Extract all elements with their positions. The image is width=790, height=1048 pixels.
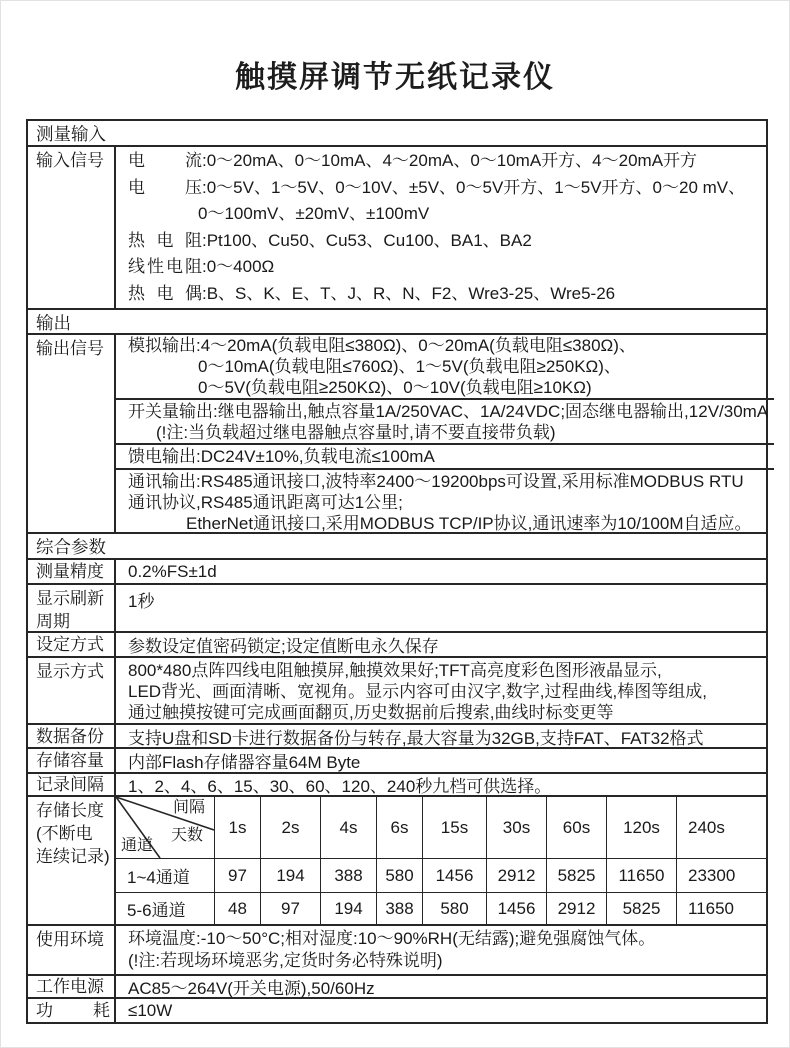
term-current: 电流: [128, 151, 202, 170]
line-text: :Pt100、Cu50、Cu53、Cu100、BA1、BA2: [202, 230, 532, 250]
subrow-feed-output: [116, 445, 774, 470]
subrow-switch-output: [116, 400, 774, 445]
spec-line: 模拟输出:4～20mA(负载电阻≤380Ω)、0～20mA(负载电阻≤380Ω)、: [128, 336, 636, 355]
document-title: 触摸屏调节无纸记录仪: [235, 61, 555, 94]
row-storage-length: [28, 797, 766, 926]
spec-line: 通讯协议,RS485通讯距离可达1公里;: [128, 492, 403, 512]
output-signal-subrows: [116, 335, 774, 532]
storage-table: [116, 797, 766, 924]
label-text: 功耗: [36, 1001, 110, 1020]
storage-value-cell: 2912: [486, 858, 546, 892]
term-thermocouple: 热电偶: [128, 283, 202, 303]
row-value-refresh-cycle: 1秒: [128, 592, 155, 611]
line-text: :0～400Ω: [202, 257, 275, 276]
line-text: :0～20mA、0～10mA、4～20mA、0～10mA开方、4～20mA开方: [202, 151, 698, 170]
term-rtd: 热电阻: [128, 230, 202, 250]
label-line: (不断电: [36, 824, 93, 843]
storage-col-header: 1s: [214, 797, 260, 858]
storage-value-cell: 1456: [486, 892, 546, 924]
spec-line: 通讯输出:RS485通讯接口,波特率2400～19200bps可设置,采用标准MODBUS RTU: [128, 471, 744, 491]
line-text: :B、S、K、E、T、J、R、N、F2、Wre3-25、Wre5-26: [202, 283, 616, 303]
row-input-signal: [28, 147, 766, 310]
row-value-input-signal: [116, 147, 766, 308]
spec-line: EtherNet通讯接口,采用MODBUS TCP/IP协议,通讯速率为10/100M自适应。: [186, 513, 752, 533]
storage-value-cell: 194: [260, 858, 320, 892]
storage-value-cell: 5825: [606, 892, 676, 924]
row-data-backup: [28, 725, 766, 749]
label-line: 连续记录): [36, 847, 110, 866]
spec-line: [128, 148, 760, 175]
storage-col-header: 240s: [676, 797, 766, 858]
row-label-display-mode: 显示方式: [28, 658, 116, 723]
storage-col-header: 6s: [376, 797, 422, 858]
row-label-data-backup: 数据备份: [28, 725, 116, 747]
spec-line: [128, 175, 760, 202]
row-label-output-signal: 输出信号: [28, 335, 116, 532]
storage-value-cell: 1456: [422, 858, 486, 892]
row-record-interval: [28, 774, 766, 797]
line-text: 0～100mV、±20mV、±100mV: [198, 204, 430, 223]
corner-label-channel: 通道: [121, 837, 154, 854]
row-label-accuracy: 测量精度: [28, 560, 116, 583]
storage-value-cell: 97: [214, 858, 260, 892]
row-setting-mode: [28, 633, 766, 658]
row-storage-capacity: [28, 749, 766, 774]
spec-table: [26, 119, 768, 1024]
row-value-record-interval: 1、2、4、6、15、30、60、120、240秒九档可供选择。: [128, 777, 552, 796]
row-value-storage-capacity: 内部Flash存储器容量64M Byte: [128, 753, 361, 772]
label-line: 显示刷新: [36, 589, 104, 608]
row-label-power-consumption: [28, 999, 116, 1022]
row-power-supply: [28, 976, 766, 999]
spec-line: 0～10mA(负载电阻≤760Ω)、1～5V(负载电阻≥250KΩ)、: [198, 357, 621, 376]
row-environment: [28, 926, 766, 976]
spec-line: 通过触摸按键可完成画面翻页,历史数据前后搜索,曲线时标变更等: [128, 703, 614, 722]
row-output-signal: [28, 335, 769, 534]
spec-line: 开关量输出:继电器输出,触点容量1A/250VAC、1A/24VDC;固态继电器输出,12V/30mA: [128, 401, 769, 421]
storage-value-cell: 2912: [546, 892, 606, 924]
storage-value-cell: 48: [214, 892, 260, 924]
row-power-consumption: [28, 999, 766, 1022]
corner-label-days: 天数: [170, 827, 203, 844]
row-value-setting-mode: 参数设定值密码锁定;设定值断电永久保存: [128, 637, 439, 656]
storage-col-header: 2s: [260, 797, 320, 858]
spec-line: [128, 228, 760, 255]
term-voltage: 电压: [128, 177, 202, 197]
spec-line: LED背光、画面清晰、宽视角。显示内容可由汉字,数字,过程曲线,棒图等组成,: [128, 682, 707, 701]
spec-line: (!注:若现场环境恶劣,定货时务必特殊说明): [128, 951, 443, 970]
corner-label-interval: 间隔: [172, 799, 205, 816]
row-label-record-interval: 记录间隔: [28, 774, 116, 795]
spec-line: [128, 201, 760, 228]
section-header-measurement-input: 测量输入: [28, 121, 766, 147]
subrow-analog-output: [116, 335, 774, 400]
spec-line: 环境温度:-10～50°C;相对湿度:10～90%RH(无结露);避免强腐蚀气体。: [128, 929, 656, 948]
row-label-storage-length: [28, 797, 116, 924]
storage-value-cell: 580: [422, 892, 486, 924]
row-value-display-mode: [116, 658, 766, 723]
row-value-accuracy: 0.2%FS±1d: [128, 561, 217, 581]
spec-line: (!注:当负载超过继电器触点容量时,请不要直接带负载): [156, 422, 556, 442]
row-label-storage-capacity: 存储容量: [28, 749, 116, 772]
row-label-environment: 使用环境: [28, 926, 116, 974]
spec-line: [128, 254, 760, 281]
row-value-environment: [116, 926, 766, 974]
label-line: 周期: [36, 612, 70, 631]
storage-value-cell: 388: [376, 892, 422, 924]
section-header-output: 输出: [28, 310, 766, 335]
row-accuracy: [28, 560, 766, 585]
line-text: :0～5V、1～5V、0～10V、±5V、0～5V开方、1～5V开方、0～20 mV、: [202, 177, 746, 197]
storage-value-cell: 11650: [676, 892, 766, 924]
storage-value-cell: 580: [376, 858, 422, 892]
storage-col-header: 120s: [606, 797, 676, 858]
row-display-mode: [28, 658, 766, 725]
storage-channel-cell: 1~4通道: [116, 858, 214, 892]
term-linear-resistance: 线性电阻: [128, 257, 202, 276]
row-refresh-cycle: [28, 585, 766, 633]
spec-line: [128, 281, 760, 308]
storage-col-header: 60s: [546, 797, 606, 858]
section-header-general-params: 综合参数: [28, 534, 766, 560]
storage-col-header: 30s: [486, 797, 546, 858]
row-label-refresh-cycle: [28, 585, 116, 631]
storage-value-cell: 388: [320, 858, 376, 892]
row-label-setting-mode: 设定方式: [28, 633, 116, 656]
storage-value-cell: 5825: [546, 858, 606, 892]
row-label-power-supply: 工作电源: [28, 976, 116, 997]
row-value-data-backup: 支持U盘和SD卡进行数据备份与转存,最大容量为32GB,支持FAT、FAT32格式: [128, 728, 704, 748]
spec-line: 馈电输出:DC24V±10%,负载电流≤100mA: [128, 447, 435, 466]
row-value-power-consumption: ≤10W: [128, 1000, 173, 1020]
storage-value-cell: 194: [320, 892, 376, 924]
row-label-input-signal: 输入信号: [28, 147, 116, 308]
spec-line: 800*480点阵四线电阻触摸屏,触摸效果好;TFT高亮度彩色图形液晶显示,: [128, 661, 662, 680]
label-line: 存储长度: [36, 801, 104, 820]
storage-col-header: 15s: [422, 797, 486, 858]
storage-col-header: 4s: [320, 797, 376, 858]
storage-channel-cell: 5-6通道: [116, 892, 214, 924]
storage-corner-cell: [116, 797, 214, 858]
spec-line: 0～5V(负载电阻≥250KΩ)、0～10V(负载电阻≥10KΩ): [198, 378, 592, 397]
row-value-power-supply: AC85～264V(开关电源),50/60Hz: [128, 979, 375, 998]
subrow-comm-output: [116, 470, 774, 534]
storage-value-cell: 97: [260, 892, 320, 924]
storage-value-cell: 11650: [606, 858, 676, 892]
storage-value-cell: 23300: [676, 858, 766, 892]
